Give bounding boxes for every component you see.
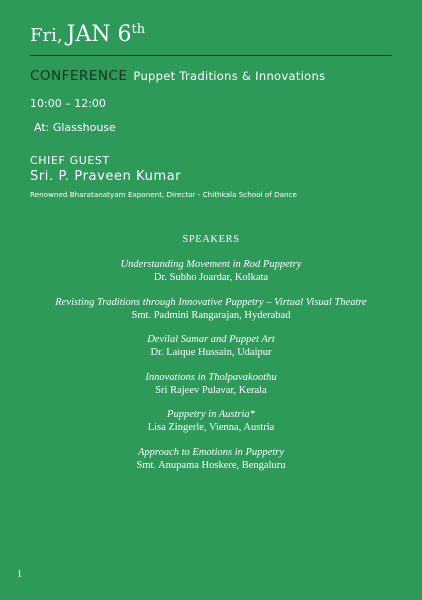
talk-title: Puppetry in Austria*	[167, 409, 255, 420]
talk-item	[0, 258, 422, 296]
talk-item	[0, 371, 422, 409]
talk-title: Revisting Traditions through Innovative Puppetry – Virtual Visual Theatre	[55, 296, 367, 308]
date-header	[30, 21, 146, 47]
session-venue: At: Glasshouse	[34, 121, 116, 134]
date-suffix: th	[131, 21, 146, 37]
talk-title: Innovations in Tholpavakoothu	[145, 371, 277, 383]
date-main: JAN 6	[66, 22, 132, 47]
talk-title: Approach to Emotions in Puppetry	[137, 446, 284, 458]
talk-title: Devilal Samar and Puppet Art	[147, 334, 275, 345]
session-time: 10:00 – 12:00	[30, 97, 106, 110]
talk-item	[0, 296, 422, 334]
talk-speaker: Smt. Padmini Rangarajan, Hyderabad	[131, 309, 291, 321]
date-day: Fri,	[30, 25, 63, 46]
talk-speaker: Sri Rajeev Pulavar, Kerala	[155, 384, 267, 396]
talk-title: Understanding Movement in Rod Puppetry	[120, 259, 302, 270]
conference-title: Puppet Traditions & Innovations	[133, 69, 326, 83]
header-divider	[30, 55, 392, 56]
conference-label: CONFERENCE	[30, 68, 128, 84]
chief-guest-description: Renowned Bharatanatyam Exponent, Director - Chithkala School of Dance	[30, 190, 297, 199]
talk-item	[0, 446, 422, 484]
chief-guest-name: Sri. P. Praveen Kumar	[30, 169, 182, 184]
talk-speaker: Dr. Subho Joardar, Kolkata	[153, 272, 269, 283]
speaker-list	[0, 258, 422, 483]
conference-row	[30, 67, 325, 85]
talk-speaker: Dr. Laique Hussain, Udaipur	[150, 347, 272, 358]
chief-guest-label: CHIEF GUEST	[30, 154, 110, 167]
talk-item	[0, 333, 422, 371]
speakers-heading: SPEAKERS	[182, 234, 240, 245]
talk-speaker: Smt. Anupama Hoskere, Bengaluru	[136, 459, 286, 471]
page-number: 1	[17, 569, 22, 580]
talk-speaker: Lisa Zingerle, Vienna, Austria	[147, 422, 275, 433]
talk-item	[0, 408, 422, 446]
